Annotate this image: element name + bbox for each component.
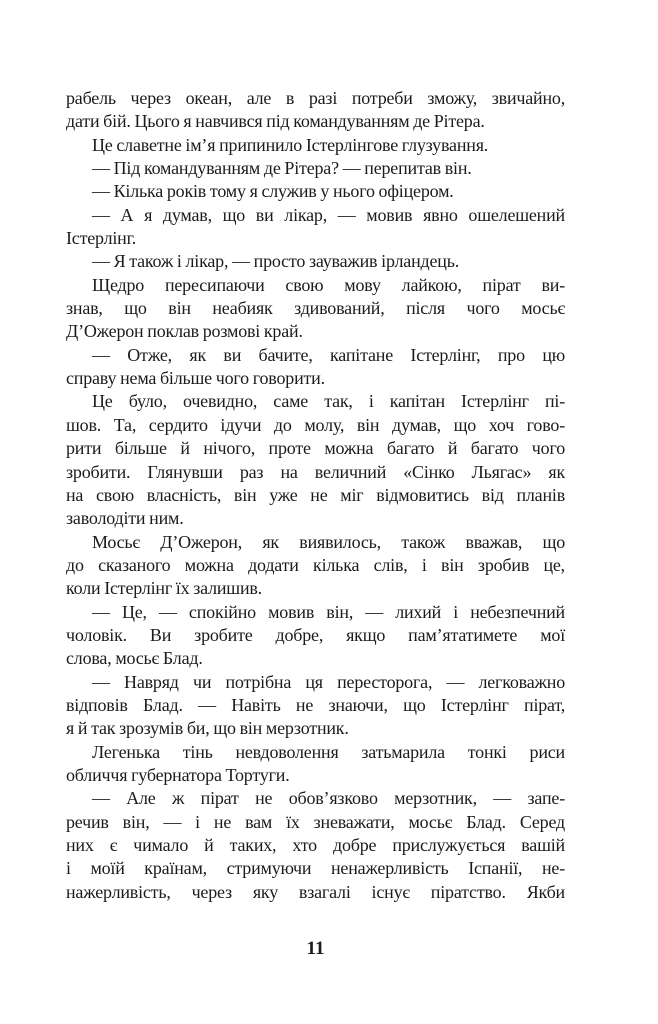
text-line: Д’Ожерон поклав розмові край.	[66, 321, 303, 342]
text-line: — Але ж пірат не обов’язково мерзотник, — запе-	[92, 788, 565, 809]
text-line: обличчя губернатора Тортуги.	[66, 764, 290, 785]
text-line: знав, що він неабияк здивований, після чого мосьє	[66, 298, 565, 319]
text-line: — Кілька років тому я служив у нього офіцером.	[92, 181, 454, 202]
text-line: до сказаного можна додати кілька слів, і він зробив це,	[66, 554, 565, 575]
text-line: Це славетне ім’я припинило Істерлінгове глузування.	[92, 134, 489, 155]
text-line: дати бій. Цього я навчився під командуванням де Рітера.	[66, 111, 485, 132]
text-line: заволодіти ним.	[66, 508, 184, 529]
text-line: рабель через океан, але в разі потреби зможу, звичайно,	[66, 88, 565, 108]
page-text	[66, 87, 565, 904]
text-line: — Це, — спокійно мовив він, — лихий і небезпечний	[92, 601, 565, 622]
text-line: — Під командуванням де Рітера? — перепитав він.	[92, 158, 472, 179]
text-line: Щедро пересипаючи свою мову лайкою, пірат ви-	[92, 274, 565, 295]
text-line: — Отже, як ви бачите, капітане Істерлінг, про цю	[92, 344, 565, 365]
text-line: речив він, — і не вам їх зневажати, мосьє Блад. Серед	[66, 811, 565, 832]
text-line: Мосьє Д’Ожерон, як виявилось, також вважав, що	[92, 531, 565, 552]
text-line: і моїй країнам, стримуючи ненажерливість Іспанії, не-	[66, 858, 565, 879]
text-line: відповів Блад. — Навіть не знаючи, що Істерлінг пірат,	[66, 694, 565, 715]
text-line: на свою власність, він уже не міг відмовитись від планів	[66, 484, 565, 505]
text-line: — А я думав, що ви лікар, — мовив явно ошелешений	[92, 204, 565, 225]
text-line: справу нема більше чого говорити.	[66, 368, 325, 389]
text-line: нажерливість, через яку взагалі існує піратство. Якби	[66, 881, 565, 902]
text-line: — Навряд чи потрібна ця пересторога, — легковажно	[92, 671, 565, 692]
text-line: зробити. Глянувши раз на величний «Сінко Льягас» як	[66, 461, 565, 482]
text-line: рити більше й нічого, проте можна багато й багато чого	[66, 438, 565, 459]
text-line: чоловік. Ви зробите добре, якщо пам’ятатимете мої	[66, 624, 565, 645]
text-line: шов. Та, сердито ідучи до молу, він думав, що хоч гово-	[66, 414, 565, 435]
text-line: них є чимало й таких, хто добре прислужується вашій	[66, 835, 565, 855]
text-line: я й так зрозумів би, що він мерзотник.	[66, 718, 349, 739]
text-line: Істерлінг.	[66, 228, 137, 249]
text-line: — Я також і лікар, — просто зауважив ірландець.	[92, 251, 460, 272]
text-line: Це було, очевидно, саме так, і капітан Істерлінг пі-	[92, 391, 565, 412]
page-number: 11	[306, 938, 325, 959]
text-line: коли Істерлінг їх залишив.	[66, 578, 262, 599]
text-line: слова, мосьє Блад.	[66, 648, 203, 669]
text-line: Легенька тінь невдоволення затьмарила тонкі риси	[92, 741, 565, 762]
